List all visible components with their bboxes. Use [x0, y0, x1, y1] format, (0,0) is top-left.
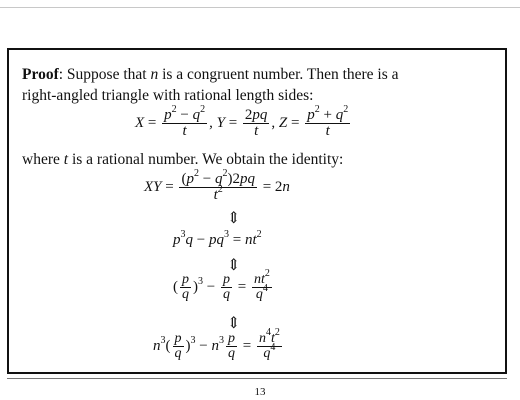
proof-intro-line-2: right-angled triangle with rational length sides:	[22, 87, 314, 104]
identity-2: $p^3q - pq^3 = nt^2$	[173, 229, 262, 248]
p-over-q-fraction: $\frac{p}{q}$	[182, 272, 189, 302]
equivalence-arrow-1: ⇕	[227, 210, 241, 227]
xy-identity: XY = $\frac{(p^2 - q^2)2pq}{t^2}$ = 2n	[144, 168, 290, 203]
xy-fraction: $\frac{(p^2 - q^2)2pq}{t^2}$	[181, 168, 255, 203]
bottom-rule	[7, 378, 507, 379]
proof-intro-line-1	[22, 66, 399, 84]
top-rule	[0, 7, 520, 8]
x-fraction: $\frac{p^2 - q^2}{t}$	[164, 104, 206, 139]
equivalence-arrow-3: ⇕	[227, 315, 241, 332]
nt2-over-q4-fraction: $\frac{nt^2}{q^4}$	[253, 268, 270, 302]
equivalence-arrow-2: ⇕	[227, 257, 241, 274]
p-over-q-fraction-3: $\frac{p}{q}$	[174, 331, 182, 361]
y-fraction: $\frac{2pq}{t}$	[244, 107, 268, 139]
proof-label: Proof	[22, 66, 59, 83]
z-fraction: $\frac{p^2 + q^2}{t}$	[307, 104, 349, 139]
p-over-q-fraction-4: $\frac{p}{q}$	[227, 331, 235, 361]
n4t2-over-q4-fraction: $\frac{n^4t^2}{q^4}$	[258, 327, 280, 361]
identity-4: $n^3$( $\frac{p}{q}$ )$^3 - n^3$ $\frac{p}{q}$ = $\frac{n^4t^2}{q^4}$	[153, 327, 280, 361]
page-number: 13	[254, 386, 266, 398]
xyz-definitions: X = $\frac{p^2 - q^2}{t}$ , Y = $\frac{2pq}{t}$ , Z = $\frac{p^2 + q^2}{t}$	[135, 104, 349, 139]
where-line: where t is a rational number. We obtain the identity:	[22, 151, 344, 168]
p-over-q-fraction-2: $\frac{p}{q}$	[222, 272, 230, 302]
proof-intro-text: : Suppose that n is a congruent number. Then there is a	[58, 66, 399, 83]
identity-3: ( $\frac{p}{q}$ )$^3$ − $\frac{p}{q}$ = $\frac{nt^2}{q^4}$	[173, 268, 270, 302]
